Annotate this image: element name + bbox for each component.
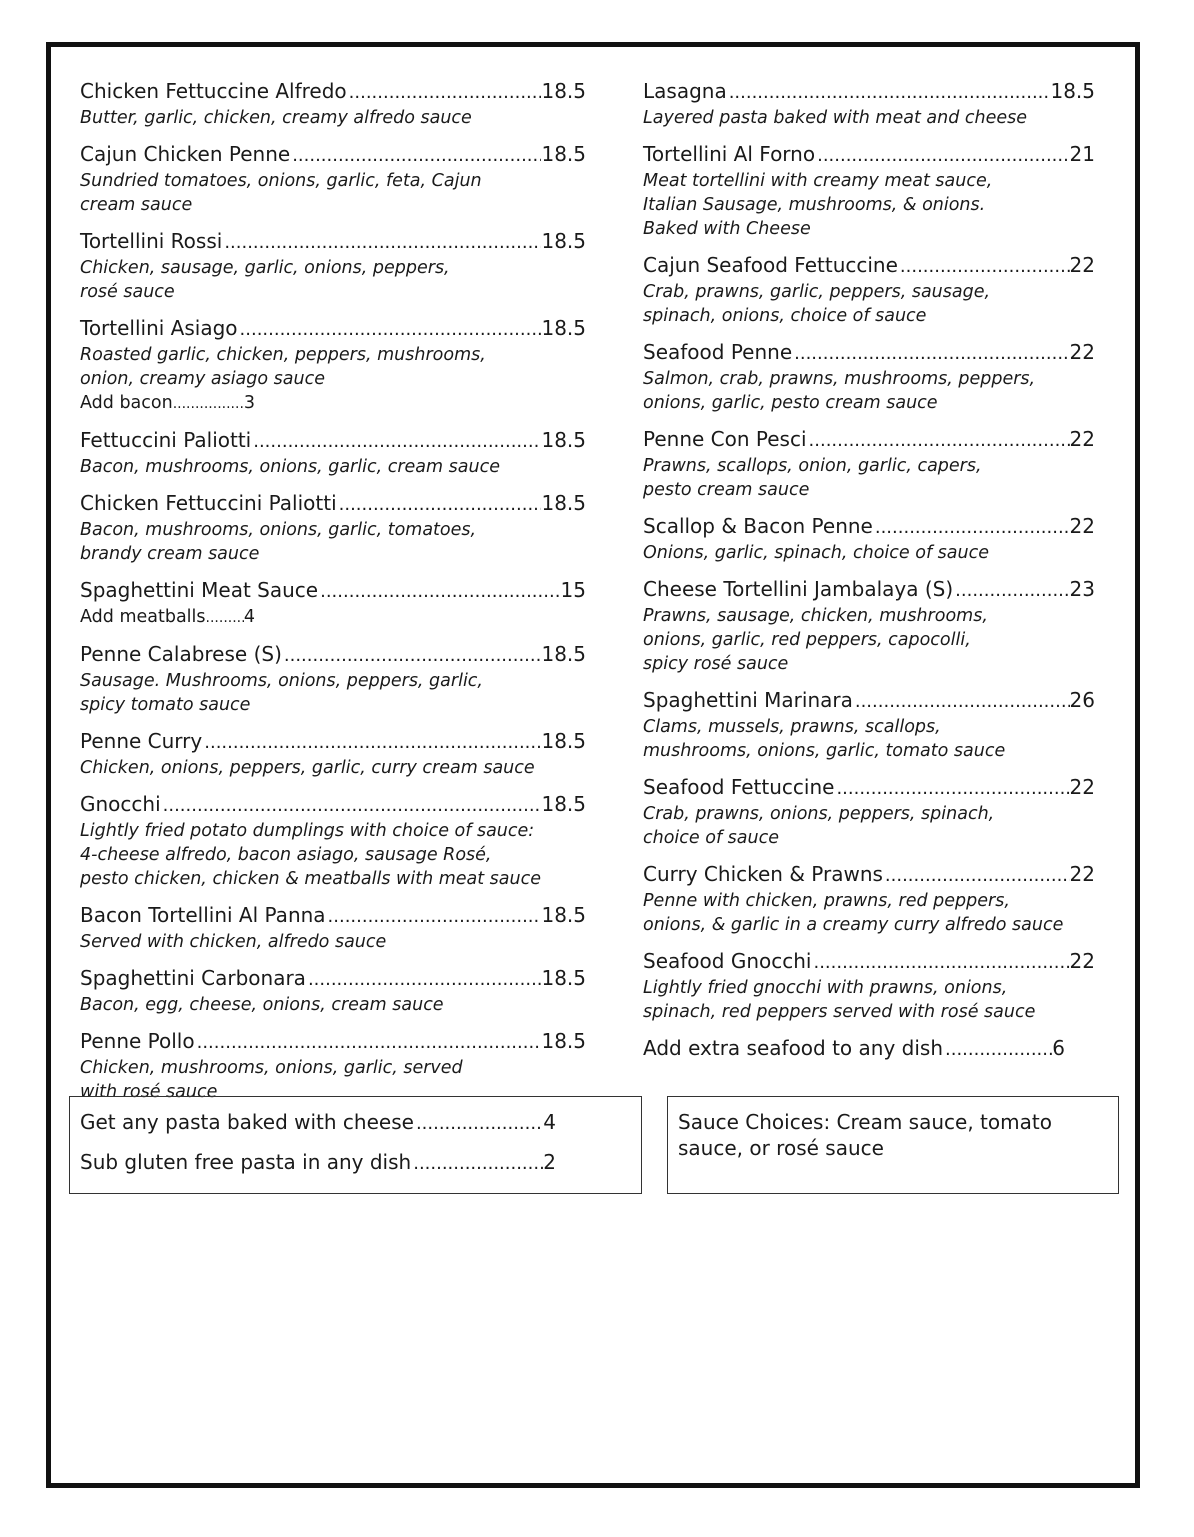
dot-leader [253,429,541,455]
dot-leader [349,80,542,106]
menu-item [80,728,586,780]
menu-item [643,774,1095,850]
dot-leader [320,579,560,605]
menu-item-name: Tortellini Al Forno [643,142,816,166]
menu-item-price: 22 [1069,514,1095,538]
menu-item-price: 18.5 [541,729,586,753]
dot-leader [204,730,541,756]
menu-item [80,141,586,217]
menu-item-description: Chicken, onions, peppers, garlic, curry cream sauce [80,758,535,778]
menu-item-price: 18.5 [541,142,586,166]
menu-item [643,687,1095,763]
menu-item-description: Bacon, mushrooms, onions, garlic, cream sauce [80,457,500,477]
addon-price: 4 [243,607,255,627]
dot-leader [328,904,542,930]
menu-item-header [643,426,1095,454]
menu-item-description: pesto chicken, chicken & meatballs with meat sauce [80,869,542,889]
extra-seafood-line [643,1035,1065,1063]
menu-item-description: spicy tomato sauce [80,695,251,715]
menu-item-price: 18.5 [541,792,586,816]
menu-item-price: 18.5 [541,903,586,927]
menu-item-header [80,228,586,256]
menu-item-description: Onions, garlic, spinach, choice of sauce [643,543,989,563]
menu-item-name: Cajun Seafood Fettuccine [643,253,898,277]
extra-seafood-label: Add extra seafood to any dish [643,1036,943,1060]
menu-item-header [643,513,1095,541]
menu-item-name: Tortellini Rossi [80,229,223,253]
menu-item-name: Spaghettini Carbonara [80,966,306,990]
menu-item-header [80,427,586,455]
menu-item-name: Gnocchi [80,792,161,816]
menu-item-header [643,252,1095,280]
menu-item-header [80,141,586,169]
menu-item-description: spicy rosé sauce [643,654,789,674]
menu-item-description: Baked with Cheese [643,219,811,239]
menu-item-name: Bacon Tortellini Al Panna [80,903,326,927]
dot-leader [729,80,1051,106]
menu-item [80,490,586,566]
menu-item-header [80,490,586,518]
menu-item-description: spinach, red peppers served with rosé sauce [643,1002,1036,1022]
menu-item-header [643,78,1095,106]
menu-item-description: Layered pasta baked with meat and cheese [643,108,1028,128]
menu-item-name: Penne Pollo [80,1029,195,1053]
dot-leader [885,863,1070,889]
menu-item-header [643,861,1095,889]
menu-item-price: 22 [1069,949,1095,973]
dot-leader [817,143,1069,169]
menu-item-header [80,902,586,930]
dot-leader [955,578,1069,604]
menu-item-price: 18.5 [541,642,586,666]
menu-item-header [643,141,1095,169]
menu-column-right [643,78,1095,1063]
dot-leader [413,1151,543,1177]
extras-label: Sub gluten free pasta in any dish [80,1150,412,1174]
menu-item [643,141,1095,241]
menu-item-description: Salmon, crab, prawns, mushrooms, peppers, [643,369,1036,389]
extras-price: 2 [543,1150,556,1174]
menu-item-header [643,948,1095,976]
menu-item-header [643,774,1095,802]
menu-item [643,576,1095,676]
menu-item-description: cream sauce [80,195,193,215]
menu-item-description: choice of sauce [643,828,779,848]
menu-item-name: Lasagna [643,79,727,103]
menu-item-header [80,577,586,605]
menu-item [80,965,586,1017]
menu-item-header [80,78,586,106]
addon-price: 3 [243,393,255,413]
dot-leader [809,428,1070,454]
menu-item-price: 18.5 [541,966,586,990]
menu-item-description: Chicken, sausage, garlic, onions, peppers, [80,258,450,278]
dot-leader [875,515,1070,541]
menu-item-description: Roasted garlic, chicken, peppers, mushrooms, [80,345,486,365]
menu-item-description: onion, creamy asiago sauce [80,369,325,389]
menu-item-description: Sundried tomatoes, onions, garlic, feta, Cajun [80,171,482,191]
menu-item-description: Bacon, egg, cheese, onions, cream sauce [80,995,444,1015]
menu-item-description: Prawns, scallops, onion, garlic, capers, [643,456,982,476]
menu-item-name: Spaghettini Marinara [643,688,853,712]
menu-item-price: 22 [1069,340,1095,364]
extras-line [80,1109,556,1137]
menu-item-price: 21 [1069,142,1095,166]
dot-leader [224,230,541,256]
menu-item-price: 18.5 [541,229,586,253]
menu-item-description: Crab, prawns, garlic, peppers, sausage, [643,282,991,302]
menu-item-addon [80,391,255,416]
menu-item-description: Bacon, mushrooms, onions, garlic, tomatoes, [80,520,477,540]
menu-item-price: 22 [1069,427,1095,451]
menu-item-description: mushrooms, onions, garlic, tomato sauce [643,741,1006,761]
menu-item [643,513,1095,565]
extras-label: Get any pasta baked with cheese [80,1110,414,1134]
menu-item [80,315,586,416]
menu-item-description: Italian Sausage, mushrooms, & onions. [643,195,986,215]
menu-item-price: 26 [1069,688,1095,712]
menu-item-price: 18.5 [541,1029,586,1053]
menu-item-price: 18.5 [1050,79,1095,103]
menu-item [80,228,586,304]
menu-item-description: Prawns, sausage, chicken, mushrooms, [643,606,988,626]
dot-leader [308,967,542,993]
extra-seafood-price: 6 [1052,1036,1065,1060]
menu-item-description: Clams, mussels, prawns, scallops, [643,717,941,737]
right-items [643,78,1095,1024]
menu-item-description: pesto cream sauce [643,480,810,500]
menu-item-price: 18.5 [541,491,586,515]
menu-item [643,948,1095,1024]
menu-item-addon [80,605,255,630]
menu-item-price: 15 [560,578,586,602]
menu-item-header [643,687,1095,715]
menu-item-description: spinach, onions, choice of sauce [643,306,927,326]
menu-item-description: Crab, prawns, onions, peppers, spinach, [643,804,995,824]
dot-leader [240,317,542,343]
extras-box [69,1096,642,1194]
menu-column-left [80,78,586,1115]
menu-item-header [80,315,586,343]
menu-item-description: onions, & garlic in a creamy curry alfredo sauce [643,915,1064,935]
menu-item [643,426,1095,502]
menu-item-name: Seafood Gnocchi [643,949,812,973]
addon-label: Add bacon [80,393,173,413]
dot-leader [813,950,1069,976]
menu-item-name: Chicken Fettuccini Paliotti [80,491,337,515]
menu-item-description: onions, garlic, pesto cream sauce [643,393,938,413]
menu-item-header [80,965,586,993]
extras-line [80,1149,556,1177]
menu-item-description: rosé sauce [80,282,175,302]
menu-item-header [80,1028,586,1056]
menu-item-description: Butter, garlic, chicken, creamy alfredo sauce [80,108,472,128]
menu-item-description: onions, garlic, red peppers, capocolli, [643,630,971,650]
menu-item-header [80,791,586,819]
menu-item-header [643,576,1095,604]
menu-item-header [80,728,586,756]
menu-item-price: 22 [1069,862,1095,886]
dot-leader [163,793,542,819]
menu-item-name: Fettuccini Paliotti [80,428,252,452]
menu-item-price: 18.5 [541,79,586,103]
menu-item [80,78,586,130]
menu-item-price: 23 [1069,577,1095,601]
menu-item [643,339,1095,415]
menu-item-description: Served with chicken, alfredo sauce [80,932,387,952]
menu-item-name: Penne Con Pesci [643,427,807,451]
menu-item [80,641,586,717]
menu-item-name: Seafood Penne [643,340,793,364]
menu-item-name: Spaghettini Meat Sauce [80,578,319,602]
menu-item-header [643,339,1095,367]
menu-item-name: Cheese Tortellini Jambalaya (S) [643,577,954,601]
menu-item-description: Lightly fried gnocchi with prawns, onions, [643,978,1008,998]
menu-item [80,791,586,891]
dot-leader [855,689,1070,715]
menu-item [643,252,1095,328]
dot-leader [284,643,542,669]
dot-leader [945,1037,1052,1063]
menu-item-name: Curry Chicken & Prawns [643,862,883,886]
menu-item-description: Sausage. Mushrooms, onions, peppers, garlic, [80,671,483,691]
menu-item-price: 18.5 [541,316,586,340]
menu-item-name: Tortellini Asiago [80,316,238,340]
menu-item [80,577,586,630]
menu-item [80,902,586,954]
menu-item-name: Chicken Fettuccine Alfredo [80,79,347,103]
menu-item-name: Cajun Chicken Penne [80,142,291,166]
menu-item-description: Chicken, mushrooms, onions, garlic, served [80,1058,463,1078]
menu-item-name: Penne Calabrese (S) [80,642,282,666]
menu-item-description: brandy cream sauce [80,544,260,564]
dot-leader [292,143,541,169]
menu-item-name: Scallop & Bacon Penne [643,514,873,538]
dot-leader [173,392,244,416]
extras-price: 4 [543,1110,556,1134]
menu-item [643,861,1095,937]
menu-item [80,427,586,479]
dot-leader [900,254,1070,280]
menu-item-description: Penne with chicken, prawns, red peppers, [643,891,1010,911]
menu-item-header [80,641,586,669]
addon-label: Add meatballs [80,607,206,627]
menu-item [80,1028,586,1104]
menu-item-name: Seafood Fettuccine [643,775,835,799]
sauce-choices-text: Sauce Choices: Cream sauce, tomato sauce, or rosé sauce [678,1110,1052,1160]
menu-item-price: 18.5 [541,428,586,452]
menu-item-description: Meat tortellini with creamy meat sauce, [643,171,993,191]
menu-item-description: Lightly fried potato dumplings with choice of sauce: [80,821,535,841]
sauce-choices-box [667,1096,1119,1194]
menu-item-price: 22 [1069,775,1095,799]
menu-item-price: 22 [1069,253,1095,277]
menu-item-name: Penne Curry [80,729,203,753]
dot-leader [197,1030,542,1056]
dot-leader [206,606,244,630]
menu-item-description: 4-cheese alfredo, bacon asiago, sausage Rosé, [80,845,492,865]
dot-leader [339,492,542,518]
dot-leader [836,776,1069,802]
dot-leader [794,341,1069,367]
dot-leader [416,1111,543,1137]
menu-item [643,78,1095,130]
menu-item-description: with rosé sauce [80,1082,218,1102]
